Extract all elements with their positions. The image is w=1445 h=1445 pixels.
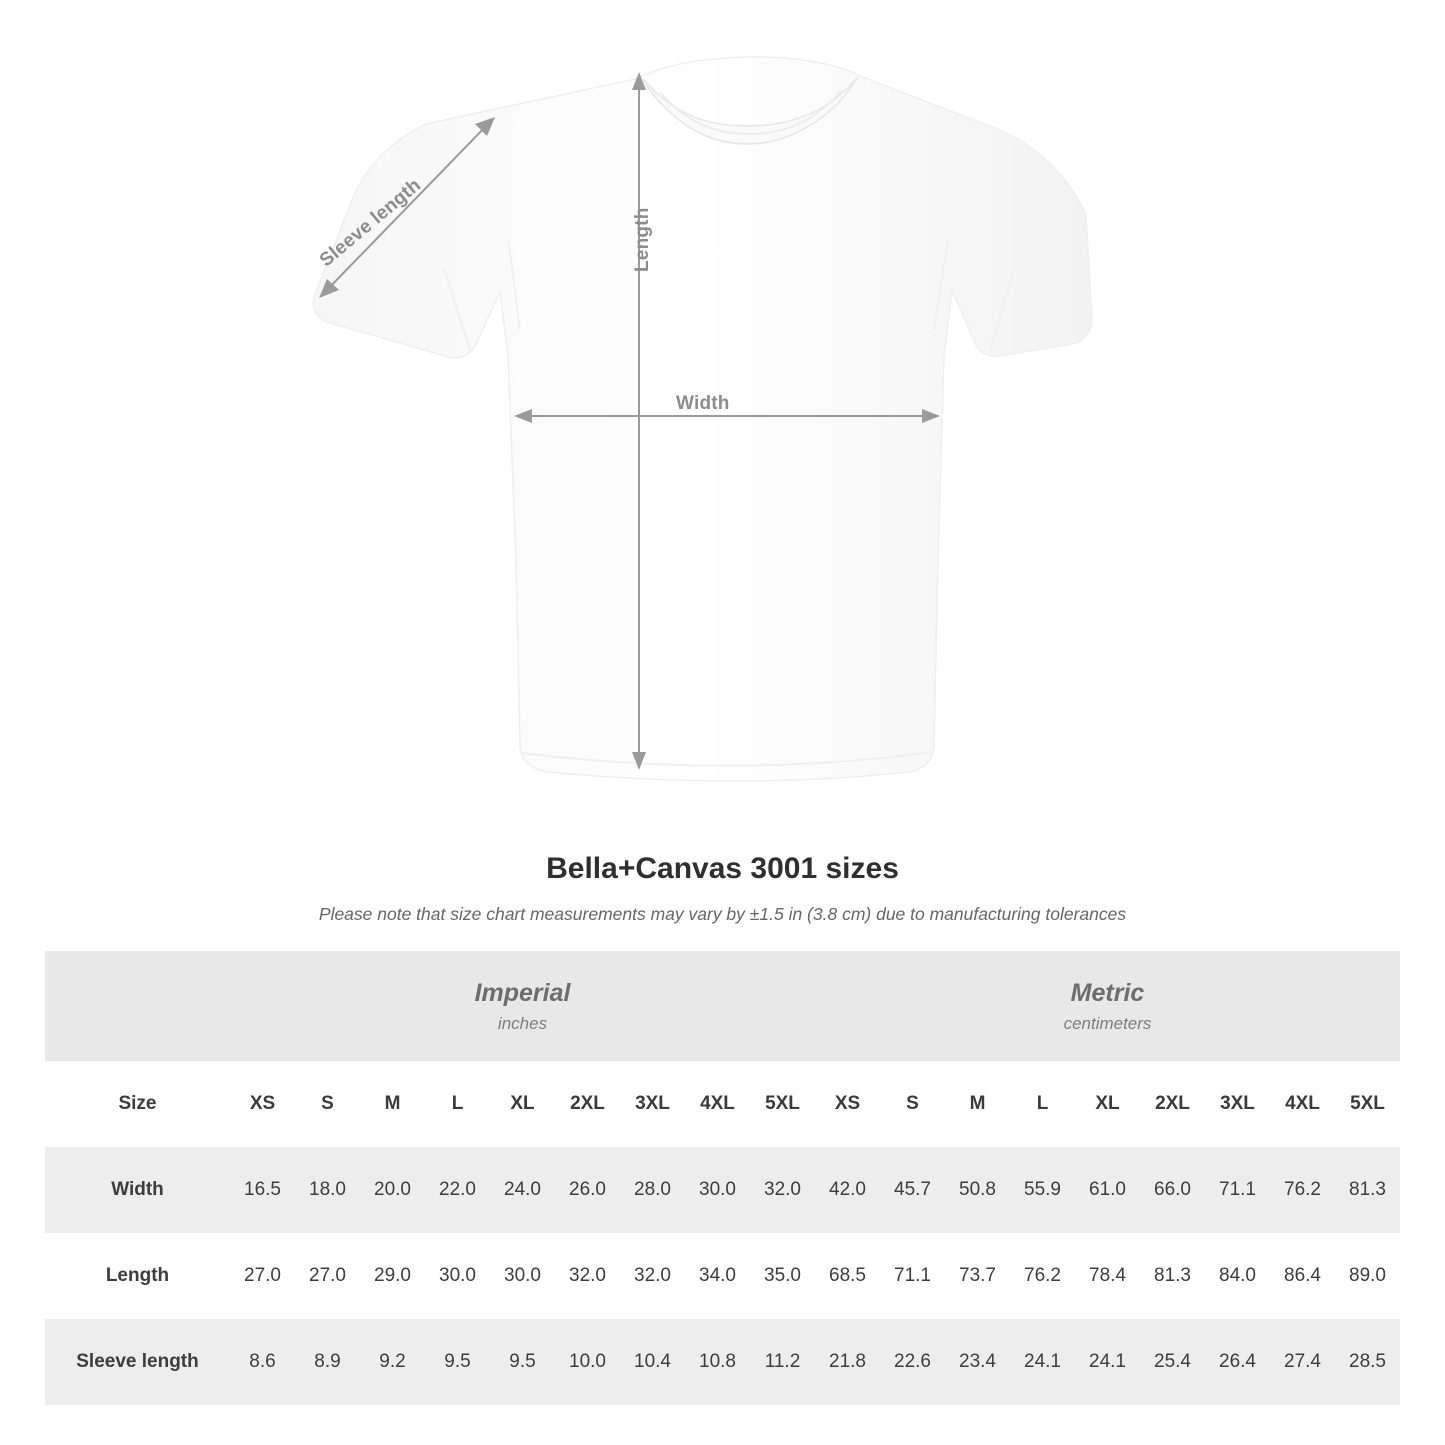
size-header-cell: 2XL [1140, 1061, 1205, 1147]
measurement-value: 29.0 [360, 1233, 425, 1319]
table-row [45, 1319, 1400, 1405]
size-header-cell: 3XL [620, 1061, 685, 1147]
measurement-value: 66.0 [1140, 1147, 1205, 1233]
measurement-value: 71.1 [880, 1233, 945, 1319]
measurement-value: 9.5 [425, 1319, 490, 1405]
table-row [45, 1233, 1400, 1319]
width-dimension-label: Width [676, 393, 730, 414]
measurement-label: Sleeve length [45, 1319, 230, 1405]
measurement-value: 24.1 [1075, 1319, 1140, 1405]
measurement-value: 76.2 [1270, 1147, 1335, 1233]
measurement-value: 27.0 [295, 1233, 360, 1319]
size-header-cell: 4XL [1270, 1061, 1335, 1147]
measurement-value: 23.4 [945, 1319, 1010, 1405]
measurement-value: 71.1 [1205, 1147, 1270, 1233]
measurement-value: 55.9 [1010, 1147, 1075, 1233]
size-header-cell: L [425, 1061, 490, 1147]
size-header-cell: M [360, 1061, 425, 1147]
size-header-cell: L [1010, 1061, 1075, 1147]
measurement-value: 86.4 [1270, 1233, 1335, 1319]
measurement-value: 81.3 [1335, 1147, 1400, 1233]
measurement-value: 32.0 [750, 1147, 815, 1233]
measurement-value: 81.3 [1140, 1233, 1205, 1319]
measurement-value: 28.0 [620, 1147, 685, 1233]
measurement-label: Width [45, 1147, 230, 1233]
size-header-cell: 2XL [555, 1061, 620, 1147]
table-row [45, 1147, 1400, 1233]
unit-group-metric [815, 951, 1400, 1061]
measurement-value: 24.0 [490, 1147, 555, 1233]
size-header-cell: 5XL [750, 1061, 815, 1147]
measurement-value: 9.2 [360, 1319, 425, 1405]
measurement-value: 22.0 [425, 1147, 490, 1233]
measurement-value: 20.0 [360, 1147, 425, 1233]
measurement-value: 42.0 [815, 1147, 880, 1233]
measurement-value: 28.5 [1335, 1319, 1400, 1405]
sleeve-length-dimension-label: Sleeve length [315, 174, 426, 272]
measurement-value: 30.0 [490, 1233, 555, 1319]
size-chart-heading [0, 852, 1445, 925]
measurement-value: 35.0 [750, 1233, 815, 1319]
size-table-wrapper [45, 951, 1400, 1405]
measurement-value: 26.0 [555, 1147, 620, 1233]
size-header-cell: S [295, 1061, 360, 1147]
tolerance-note: Please note that size chart measurements may vary by ±1.5 in (3.8 cm) due to manufacturing tolerances [318, 904, 1127, 924]
measurement-value: 9.5 [490, 1319, 555, 1405]
size-header-cell: XL [1075, 1061, 1140, 1147]
measurement-value: 61.0 [1075, 1147, 1140, 1233]
measurement-value: 10.8 [685, 1319, 750, 1405]
measurement-value: 30.0 [685, 1147, 750, 1233]
measurement-value: 45.7 [880, 1147, 945, 1233]
row-header-size: Size [45, 1061, 230, 1147]
size-header-cell: 5XL [1335, 1061, 1400, 1147]
measurement-value: 30.0 [425, 1233, 490, 1319]
unit-row-spacer [45, 951, 230, 1061]
measurement-value: 32.0 [620, 1233, 685, 1319]
unit-group-row [45, 951, 1400, 1061]
measurement-value: 84.0 [1205, 1233, 1270, 1319]
measurement-value: 27.4 [1270, 1319, 1335, 1405]
measurement-value: 34.0 [685, 1233, 750, 1319]
measurement-value: 16.5 [230, 1147, 295, 1233]
unit-group-name: Imperial [474, 979, 571, 1008]
measurement-value: 21.8 [815, 1319, 880, 1405]
size-header-cell: 3XL [1205, 1061, 1270, 1147]
size-header-cell: XS [230, 1061, 295, 1147]
measurement-value: 76.2 [1010, 1233, 1075, 1319]
size-header-cell: S [880, 1061, 945, 1147]
measurement-value: 18.0 [295, 1147, 360, 1233]
measurement-value: 8.6 [230, 1319, 295, 1405]
size-header-cell: XS [815, 1061, 880, 1147]
measurement-value: 32.0 [555, 1233, 620, 1319]
size-chart-table [45, 951, 1400, 1405]
measurement-value: 24.1 [1010, 1319, 1075, 1405]
unit-group-subtitle: centimeters [1063, 1013, 1152, 1033]
size-header-cell: XL [490, 1061, 555, 1147]
measurement-value: 89.0 [1335, 1233, 1400, 1319]
size-header-cell: M [945, 1061, 1010, 1147]
measurement-value: 78.4 [1075, 1233, 1140, 1319]
measurement-value: 26.4 [1205, 1319, 1270, 1405]
measurement-value: 10.0 [555, 1319, 620, 1405]
measurement-value: 11.2 [750, 1319, 815, 1405]
measurement-value: 50.8 [945, 1147, 1010, 1233]
measurement-value: 73.7 [945, 1233, 1010, 1319]
measurement-value: 10.4 [620, 1319, 685, 1405]
page-title: Bella+Canvas 3001 sizes [546, 852, 899, 885]
size-header-cell: 4XL [685, 1061, 750, 1147]
unit-group-imperial [230, 951, 815, 1061]
measurement-value: 22.6 [880, 1319, 945, 1405]
unit-group-name: Metric [1070, 979, 1145, 1008]
measurement-value: 25.4 [1140, 1319, 1205, 1405]
measurement-value: 27.0 [230, 1233, 295, 1319]
measurement-value: 8.9 [295, 1319, 360, 1405]
size-header-row [45, 1061, 1400, 1147]
unit-group-subtitle: inches [497, 1013, 548, 1033]
measurement-value: 68.5 [815, 1233, 880, 1319]
measurement-label: Length [45, 1233, 230, 1319]
length-dimension-label: Length [632, 207, 653, 272]
